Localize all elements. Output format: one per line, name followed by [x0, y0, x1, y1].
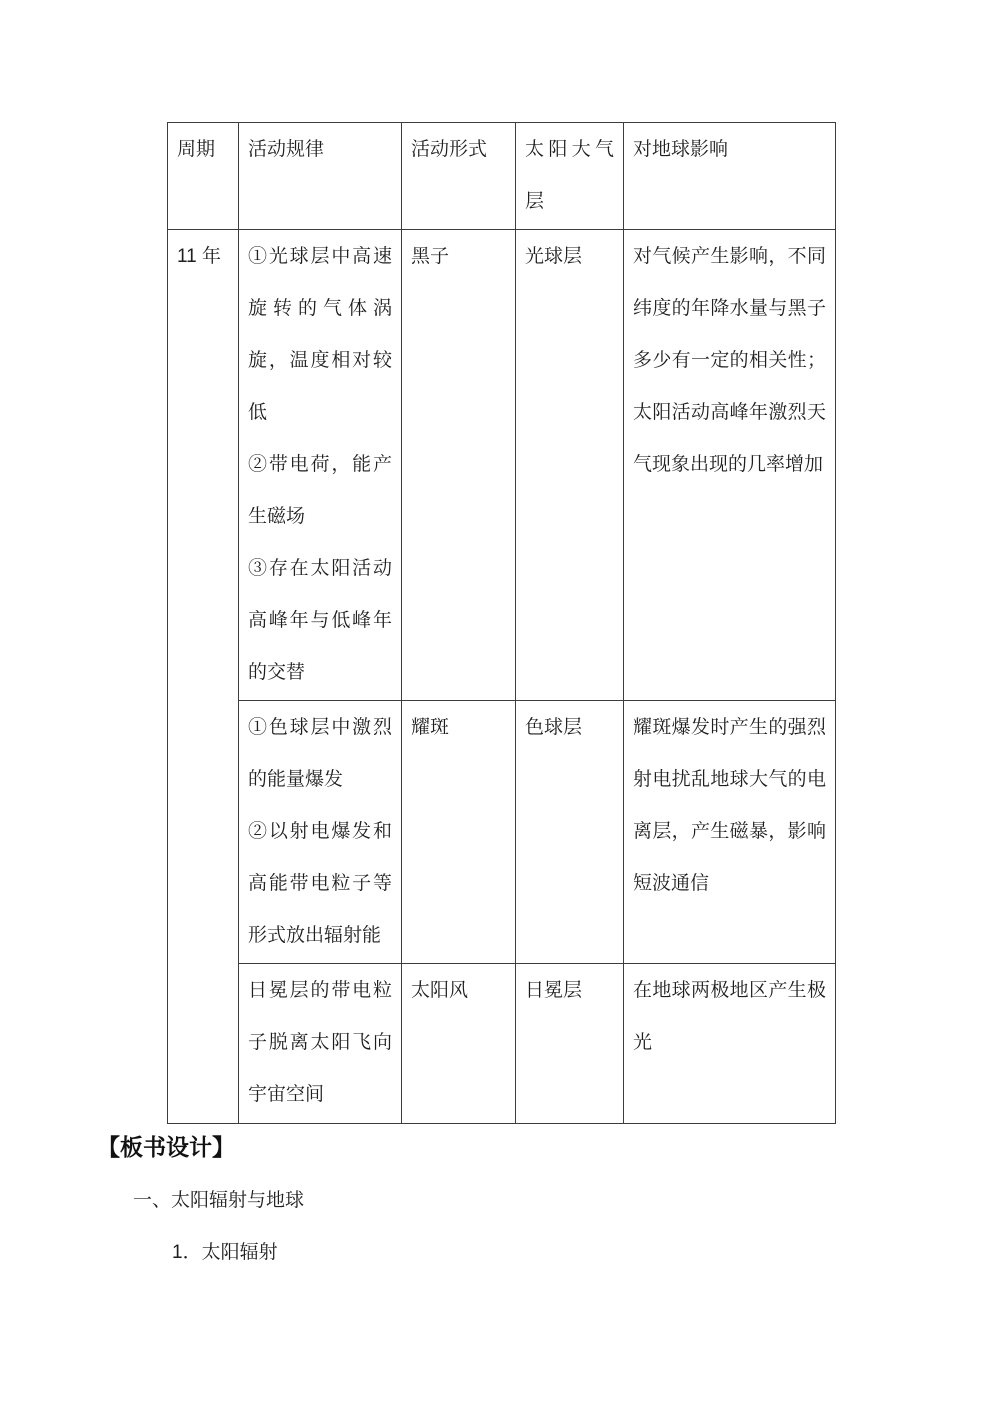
pattern-paragraph: ③存在太阳活动高峰年与低峰年的交替	[248, 558, 392, 683]
header-cell-layer: 太阳大气层	[516, 123, 624, 230]
solar-activity-table	[167, 122, 836, 1124]
pattern-paragraph: ①色球层中激烈的能量爆发	[248, 717, 392, 790]
pattern-cell	[239, 701, 402, 964]
header-cell-pattern: 活动规律	[239, 123, 402, 230]
form-cell: 黑子	[402, 230, 516, 701]
effect-cell: 在地球两极地区产生极光	[624, 964, 836, 1124]
table-row-solar-wind	[168, 964, 836, 1124]
period-cell: 11 年	[168, 230, 239, 1124]
table-row-flare	[168, 701, 836, 964]
header-cell-effect: 对地球影响	[624, 123, 836, 230]
outline-item-solar-radiation-earth: 一、太阳辐射与地球	[133, 1190, 305, 1211]
effect-cell: 对气候产生影响，不同纬度的年降水量与黑子多少有一定的相关性；太阳活动高峰年激烈天气现象出现的几率增加	[624, 230, 836, 701]
form-cell: 太阳风	[402, 964, 516, 1124]
effect-cell: 耀斑爆发时产生的强烈射电扰乱地球大气的电离层，产生磁暴，影响短波通信	[624, 701, 836, 964]
layer-cell: 色球层	[516, 701, 624, 964]
pattern-paragraph: 日冕层的带电粒子脱离太阳飞向宇宙空间	[248, 980, 392, 1105]
pattern-cell	[239, 230, 402, 701]
form-cell: 耀斑	[402, 701, 516, 964]
board-design-heading: 【板书设计】	[97, 1134, 235, 1160]
header-cell-form: 活动形式	[402, 123, 516, 230]
table-row-sunspot	[168, 230, 836, 701]
table-header-row	[168, 123, 836, 230]
pattern-paragraph: ②以射电爆发和高能带电粒子等形式放出辐射能	[248, 821, 392, 946]
layer-cell: 日冕层	[516, 964, 624, 1124]
outline-item-solar-radiation: 1．太阳辐射	[172, 1242, 278, 1263]
pattern-paragraph: ①光球层中高速旋转的气体涡旋，温度相对较低	[248, 246, 392, 423]
pattern-cell	[239, 964, 402, 1124]
layer-cell: 光球层	[516, 230, 624, 701]
pattern-paragraph: ②带电荷，能产生磁场	[248, 454, 392, 527]
header-cell-period: 周期	[168, 123, 239, 230]
